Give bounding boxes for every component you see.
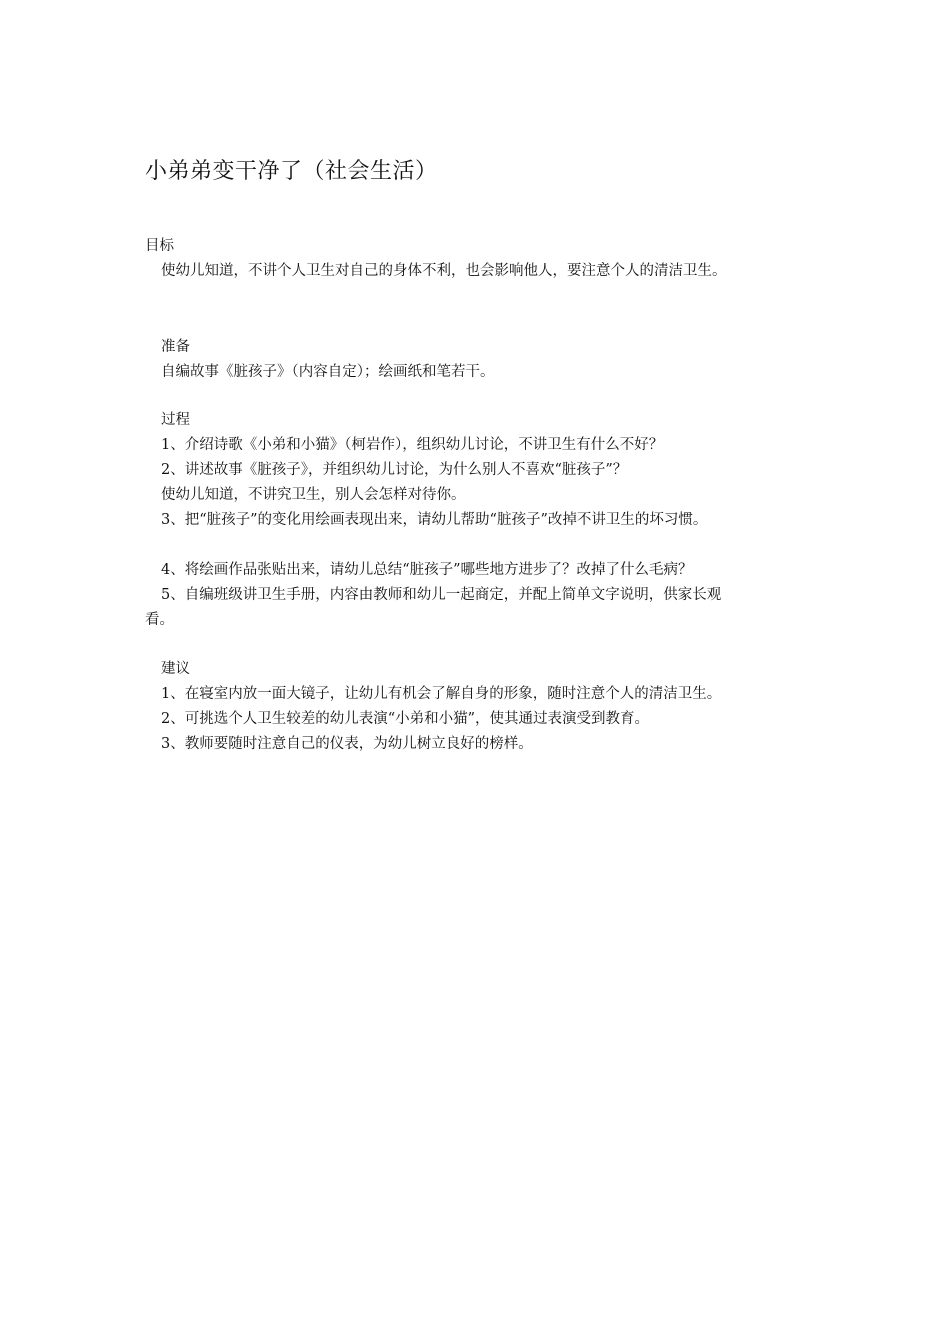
advice-item-1: 1、在寝室内放一面大镜子，让幼儿有机会了解自身的形象，随时注意个人的清洁卫生。 [161, 686, 722, 702]
goal-text: 使幼儿知道，不讲个人卫生对自己的身体不利，也会影响他人，要注意个人的清洁卫生。 [161, 263, 727, 279]
advice-item-2: 2、可挑选个人卫生较差的幼儿表演“小弟和小猫”，使其通过表演受到教育。 [161, 711, 650, 727]
process-step-2-cont: 使幼儿知道，不讲究卫生，别人会怎样对待你。 [161, 487, 466, 503]
advice-item-3: 3、教师要随时注意自己的仪表，为幼儿树立良好的榜样。 [161, 736, 533, 752]
process-step-1: 1、介绍诗歌《小弟和小猫》（柯岩作），组织幼儿讨论，不讲卫生有什么不好？ [161, 437, 664, 453]
process-step-3: 3、把“脏孩子”的变化用绘画表现出来，请幼儿帮助“脏孩子”改掉不讲卫生的坏习惯。 [161, 512, 708, 528]
process-step-2: 2、讲述故事《脏孩子》，并组织幼儿讨论，为什么别人不喜欢“脏孩子”？ [161, 462, 628, 478]
goal-heading: 目标 [145, 238, 174, 254]
prep-text: 自编故事《脏孩子》（内容自定）；绘画纸和笔若干。 [161, 364, 495, 380]
process-heading: 过程 [161, 412, 190, 428]
advice-heading: 建议 [161, 661, 190, 677]
process-step-5-cont: 看。 [145, 612, 174, 628]
process-step-4: 4、将绘画作品张贴出来，请幼儿总结“脏孩子”哪些地方进步了？改掉了什么毛病？ [161, 562, 693, 578]
prep-heading: 准备 [161, 339, 190, 355]
process-step-5: 5、自编班级讲卫生手册，内容由教师和幼儿一起商定，并配上简单文字说明，供家长观 [161, 587, 722, 603]
document-title: 小弟弟变干净了（社会生活） [145, 159, 438, 184]
